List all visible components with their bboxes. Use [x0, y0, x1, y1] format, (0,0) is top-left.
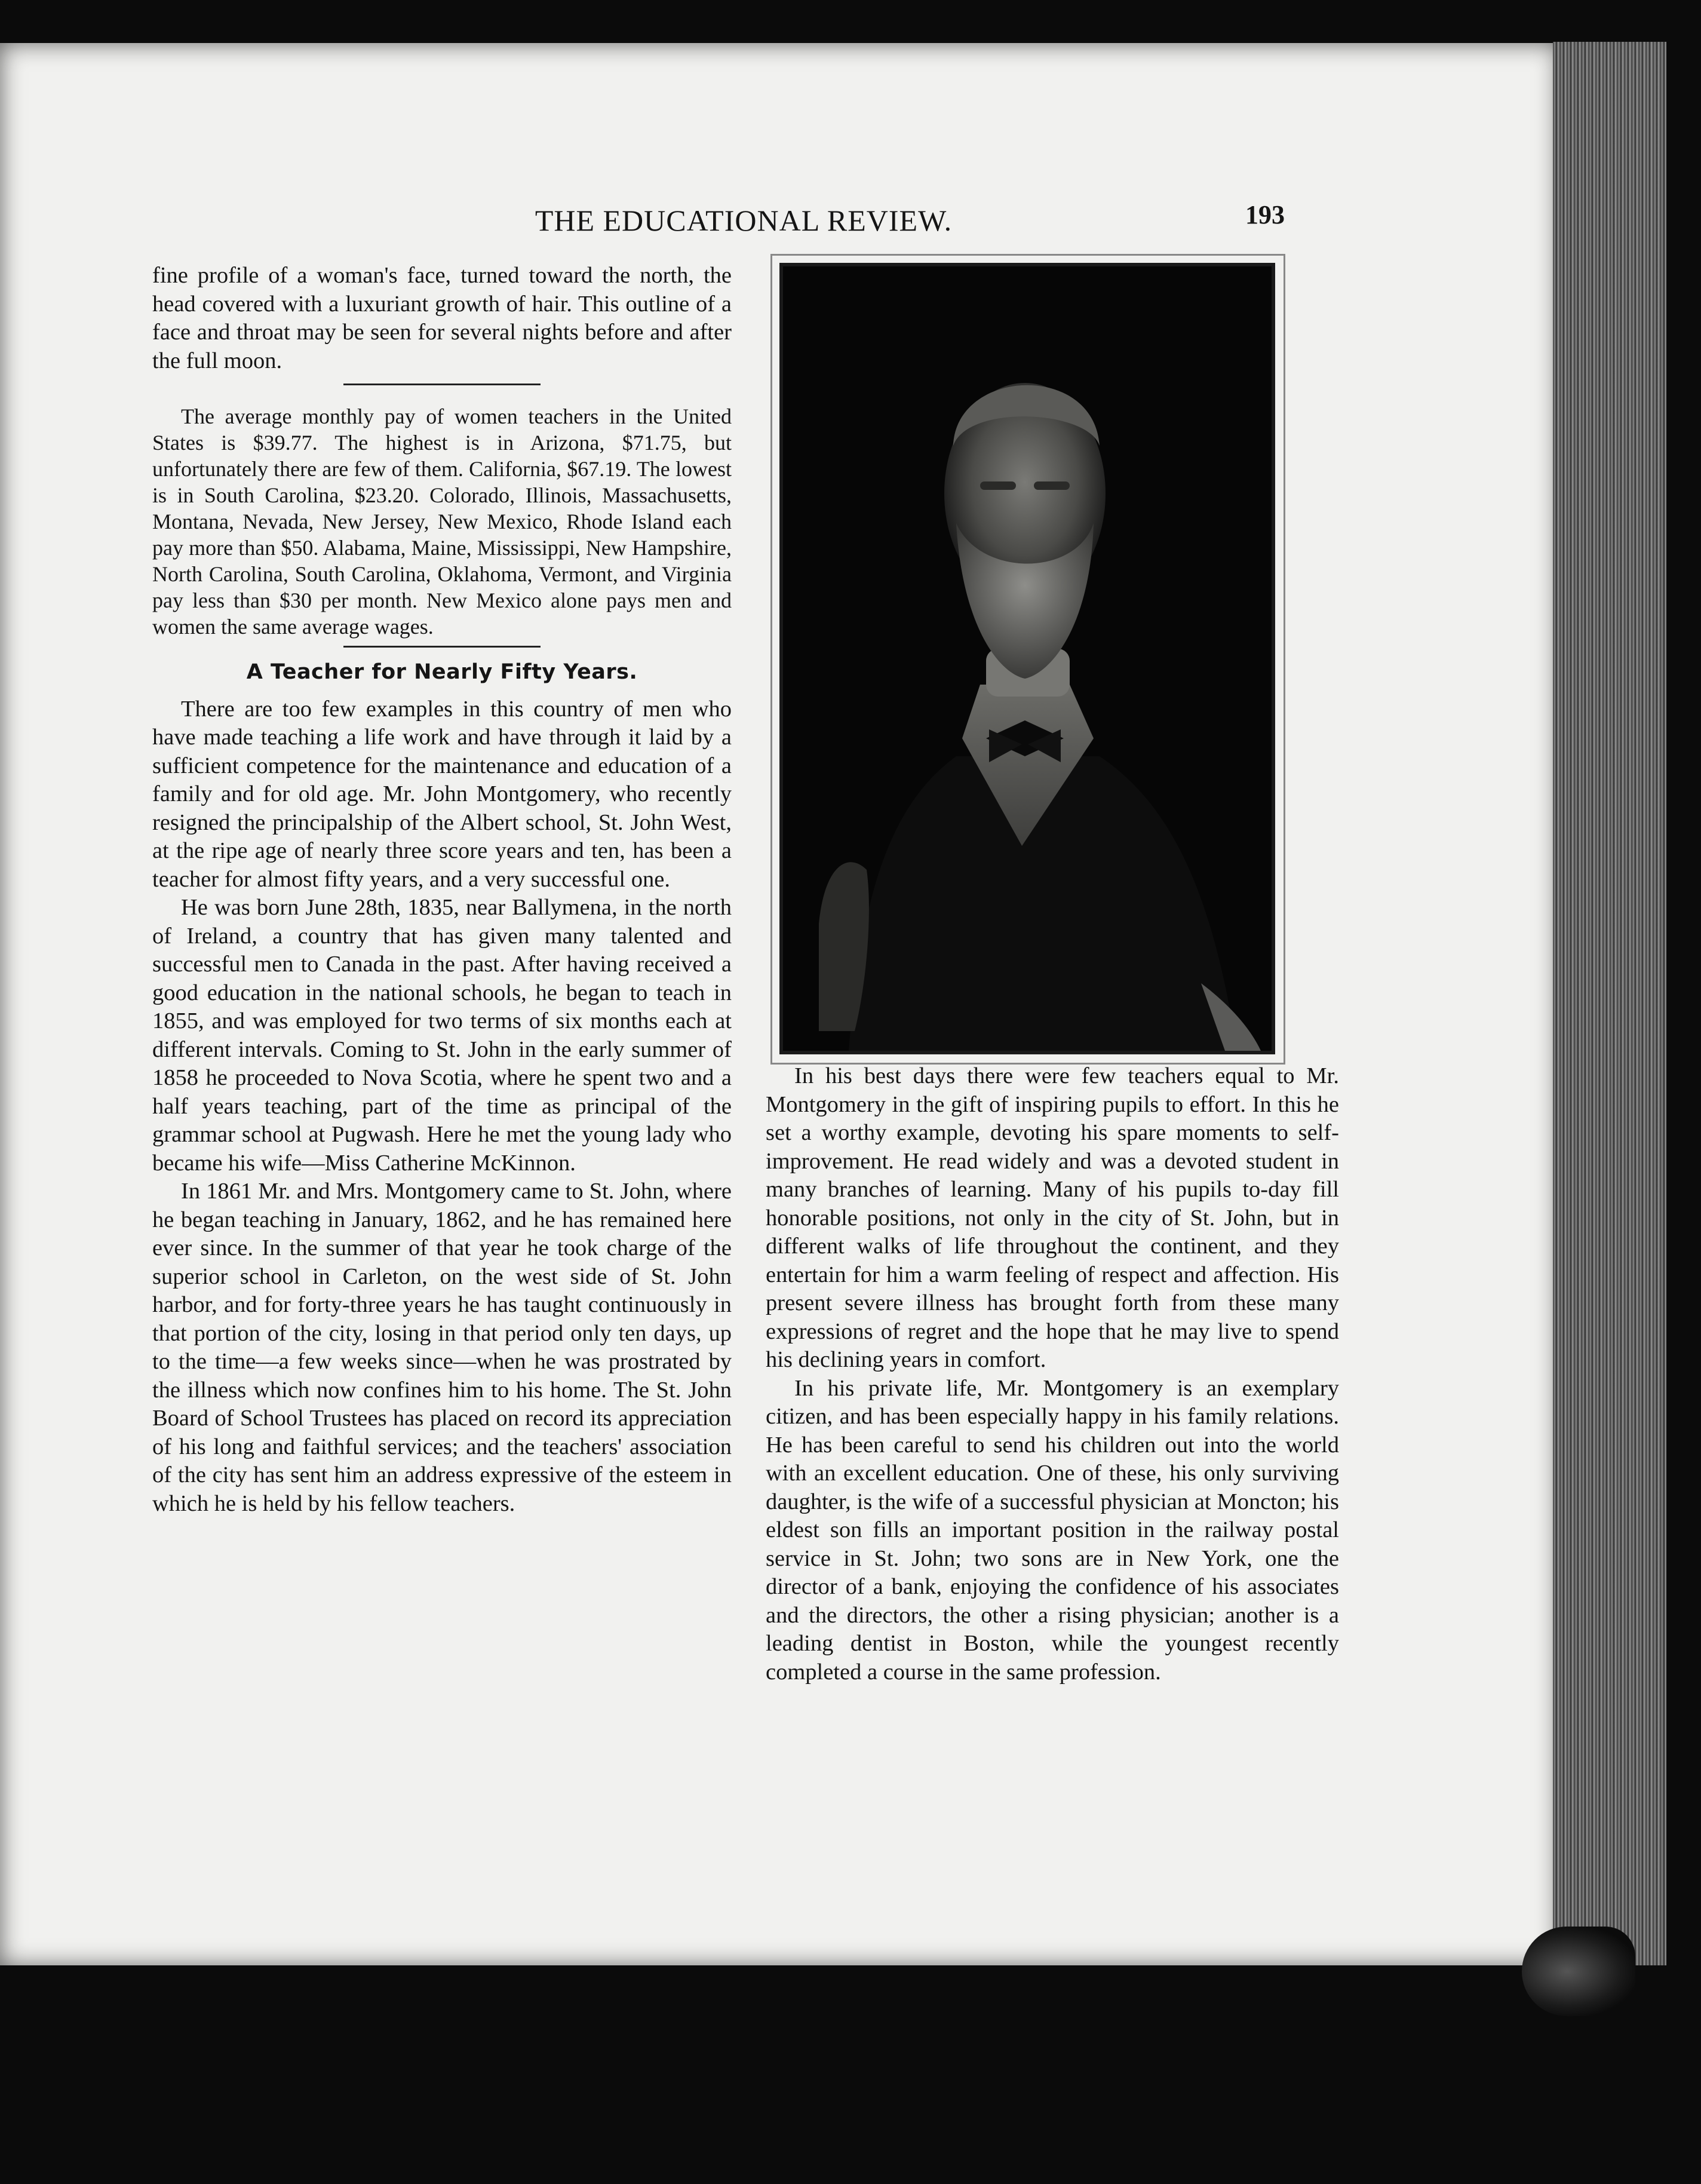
- section-divider: [343, 384, 541, 385]
- right-column: [766, 1062, 1339, 1686]
- section-divider: [343, 646, 541, 648]
- thumb-shadow: [1522, 1927, 1635, 2016]
- scan-background: [0, 1965, 1701, 2184]
- book-page-edges: [1553, 42, 1666, 1977]
- article-heading: A Teacher for Nearly Fifty Years.: [246, 660, 638, 684]
- left-column: [152, 262, 732, 1518]
- portrait-photo: [779, 263, 1275, 1054]
- article-paragraph: In his private life, Mr. Montgomery is an exemplary citizen, and has been especially happy in his family relations. He has been careful to send his children out into the world with an excellent education. One of these, his only surviving daughter, is the wife of a successful physician at Moncton; his eldest son fills an important position in the railway postal service in St. John; two sons are in New York, one the director of a bank, enjoying the confidence of his associates and the directors, the other a rising physician; another is a leading dentist in Boston, while the youngest recently completed a course in the same profession.: [766, 1375, 1339, 1685]
- article-paragraph: There are too few examples in this country of men who have made teaching a life work and have through it laid by a sufficient competence for the maintenance and education of a family and for old age. Mr. John Montgomery, who recently resigned the principalship of the Albert school, St. John West, at the ripe age of nearly three score years and ten, has been a teacher for almost fifty years, and a very successful one.: [152, 696, 732, 892]
- page-number: 193: [1245, 200, 1285, 229]
- running-head-title: THE EDUCATIONAL REVIEW.: [535, 204, 953, 237]
- article-paragraph: In his best days there were few teachers equal to Mr. Montgomery in the gift of inspiring pupils to effort. In this he set a worthy example, devoting his spare moments to self-improvement. He read widely and was a devoted student in many branches of learning. Many of his pupils to-day fill honorable positions, not only in the city of St. John, but in different walks of life throughout the continent, and they entertain for him a warm feeling of respect and affection. His present severe illness has brought forth from these many expressions of regret and the hope that he may live to spend his declining years in comfort.: [766, 1063, 1339, 1372]
- average-pay-paragraph: The average monthly pay of women teachers in the United States is $39.77. The highest is in Arizona, $71.75, but unfortunately there are few of them. California, $67.19. The lowest is in South Carolina, $23.20. Colorado, Illinois, Massachusetts, Montana, Nevada, New Jersey, New Mexico, Rhode Island each pay more than $50. Alabama, Maine, Mississippi, New Hampshire, North Carolina, South Carolina, Oklahoma, Vermont, and Virginia pay less than $30 per month. New Mexico alone pays men and women the same average wages.: [152, 404, 732, 639]
- article-paragraph: He was born June 28th, 1835, near Ballymena, in the north of Ireland, a country that has given many talented and successful men to Canada in the past. After having received a good education in the national schools, he began to teach in 1855, and was employed for two terms of six months each at different intervals. Coming to St. John in the early summer of 1858 he proceeded to Nova Scotia, where he spent two and a half years teaching, part of the time as principal of the grammar school at Pugwash. Here he met the young lady who became his wife—Miss Catherine McKinnon.: [152, 895, 732, 1176]
- intro-paragraph: fine profile of a woman's face, turned toward the north, the head covered with a luxuriant growth of hair. This outline of a face and throat may be seen for several nights before and after the full moon.: [152, 263, 732, 373]
- article-paragraph: In 1861 Mr. and Mrs. Montgomery came to St. John, where he began teaching in January, 1862, and he has remained here ever since. In the summer of that year he took charge of the superior school in Carleton, on the west side of St. John harbor, and for forty-three years he has taught continuously in that portion of the city, losing in that period only ten days, up to the time—a few weeks since—when he was prostrated by the illness which now confines him to his home. The St. John Board of School Trustees has placed on record its appreciation of his long and faithful services; and the teachers' association of the city has sent him an address expressive of the esteem in which he is held by his fellow teachers.: [152, 1179, 732, 1516]
